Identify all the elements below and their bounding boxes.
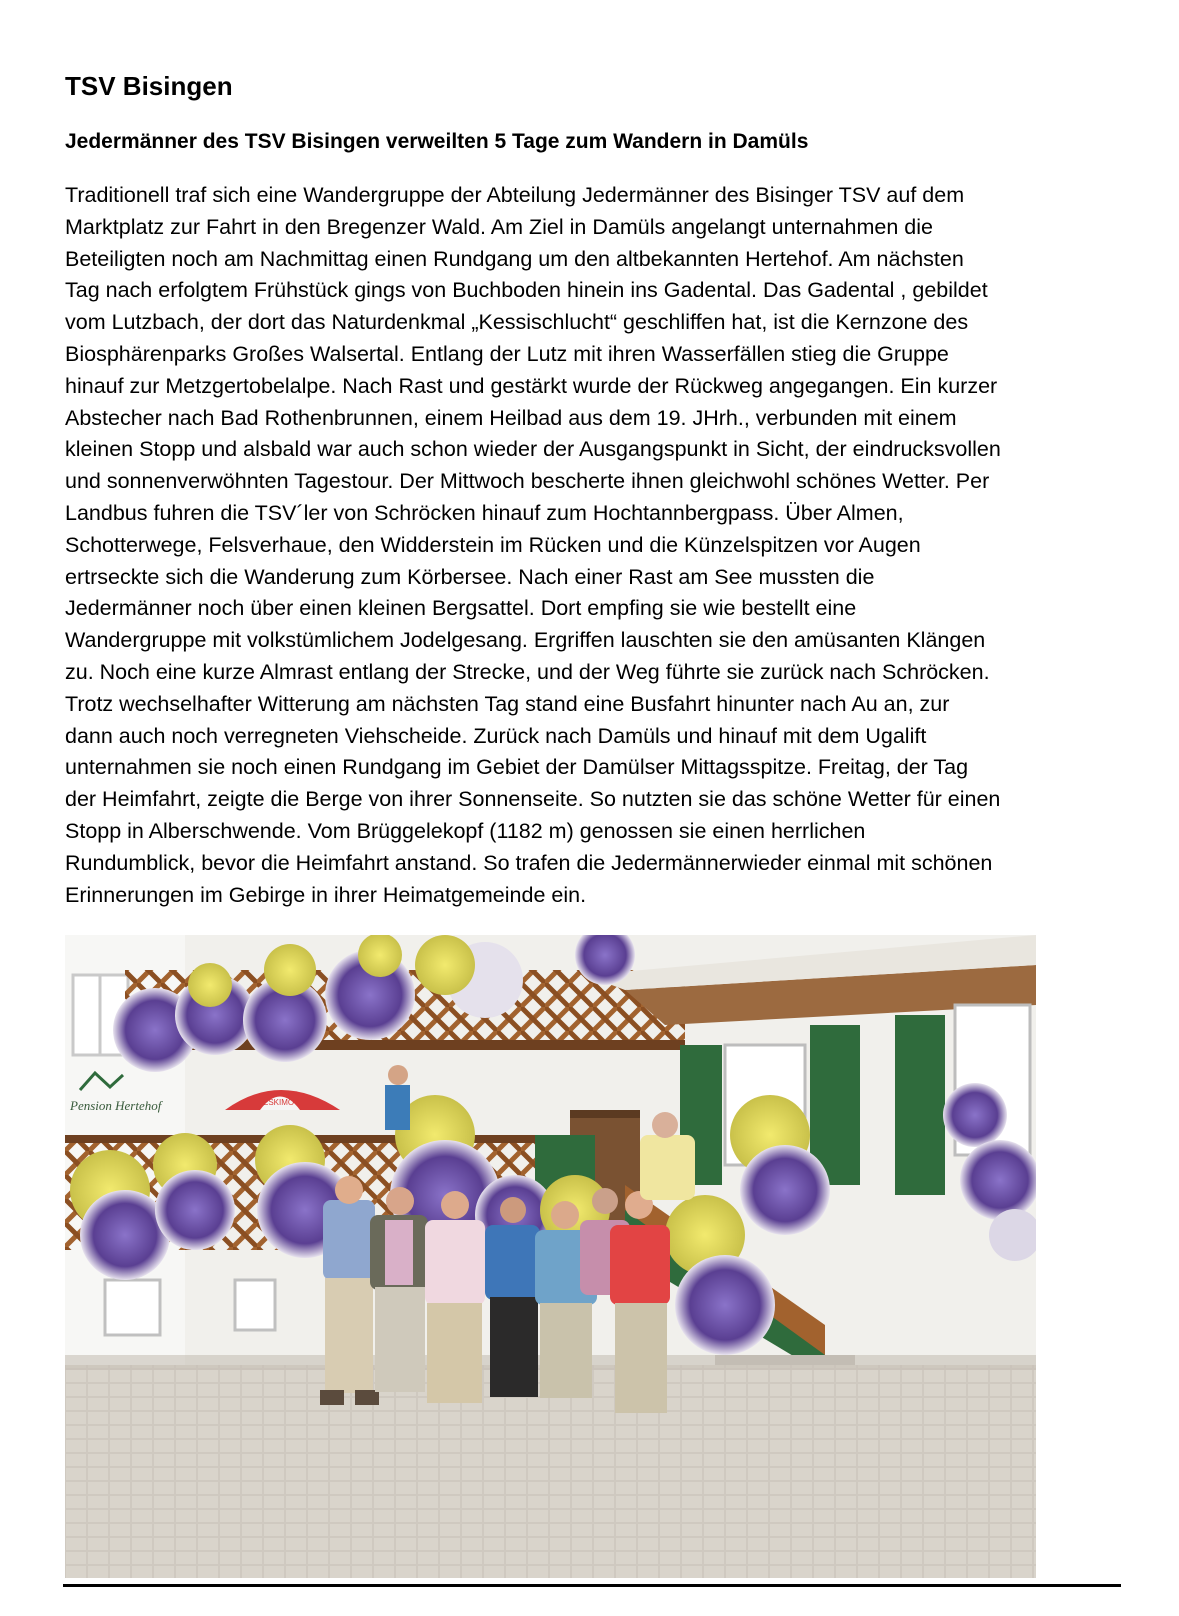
article-line: vom Lutzbach, der dort das Naturdenkmal „Kessischlucht“ geschliffen hat, ist die Kernzone des <box>65 310 969 335</box>
article-line: unternahmen sie noch einen Rundgang im Gebiet der Damülser Mittagsspitze. Freitag, der Tag <box>65 755 969 780</box>
article-line: Beteiligten noch am Nachmittag einen Rundgang um den altbekannten Hertehof. Am nächsten <box>65 246 964 271</box>
group-photo <box>65 935 1036 1578</box>
footer-rule <box>63 1584 1121 1587</box>
umbrella-text: ESKIMO <box>263 1098 295 1107</box>
article-line: Rundumblick, bevor die Heimfahrt anstand. So trafen die Jedermännerwieder einmal mit schönen <box>65 850 993 875</box>
article-line: Trotz wechselhafter Witterung am nächsten Tag stand eine Busfahrt hinunter nach Au an, zur <box>65 691 950 716</box>
article-line: ertrseckte sich die Wanderung zum Körbersee. Nach einer Rast am See mussten die <box>65 564 875 589</box>
article-line: kleinen Stopp und alsbald war auch schon wieder der Ausgangspunkt in Sicht, der eindrucksvollen <box>65 437 1001 462</box>
article-headline: Jedermänner des TSV Bisingen verweilten 5 Tage zum Wandern in Damüls <box>65 130 809 153</box>
article-line: Stopp in Alberschwende. Vom Brüggelekopf (1182 m) genossen sie einen herrlichen <box>65 818 866 843</box>
article-line: und sonnenverwöhnten Tagestour. Der Mittwoch bescherte ihnen gleichwohl schönes Wetter. Per <box>65 469 990 494</box>
article-line: Wandergruppe mit volkstümlichem Jodelgesang. Ergriffen lauschten sie den amüsanten Klängen <box>65 628 986 653</box>
article-line: Marktplatz zur Fahrt in den Bregenzer Wald. Am Ziel in Damüls angelangt unternahmen die <box>65 214 933 239</box>
article-line: Jedermänner noch über einen kleinen Bergsattel. Dort empfing sie wie bestellt eine <box>65 596 857 621</box>
article-line: dann auch noch verregneten Viehscheide. Zurück nach Damüls und hinauf mit dem Ugalift <box>65 723 927 748</box>
article-line: Tag nach erfolgtem Frühstück gings von Buchboden hinein ins Gadental. Das Gadental , gebildet <box>65 278 988 303</box>
sign-text: Pension Hertehof <box>70 1098 162 1113</box>
article-line: Biosphärenparks Großes Walsertal. Entlang der Lutz mit ihren Wasserfällen stieg die Gruppe <box>65 341 949 366</box>
article-line: Traditionell traf sich eine Wandergruppe der Abteilung Jedermänner des Bisinger TSV auf dem <box>65 183 965 207</box>
page-title: TSV Bisingen <box>65 71 233 101</box>
article-body <box>65 180 1145 911</box>
article-line: Abstecher nach Bad Rothenbrunnen, einem Heilbad aus dem 19. JHrh., verbunden mit einem <box>65 405 957 430</box>
article-line: Schotterwege, Felsverhaue, den Widderstein im Rücken und die Künzelspitzen vor Augen <box>65 532 921 557</box>
article-line: der Heimfahrt, zeigte die Berge von ihrer Sonnenseite. So nutzten sie das schöne Wetter für einen <box>65 787 1001 812</box>
article-line: Landbus fuhren die TSV´ler von Schröcken hinauf zum Hochtannbergpass. Über Almen, <box>65 500 904 525</box>
article-line: hinauf zur Metzgertobelalpe. Nach Rast und gestärkt wurde der Rückweg angegangen. Ein kurzer <box>65 373 998 398</box>
article-line: Erinnerungen im Gebirge in ihrer Heimatgemeinde ein. <box>65 882 587 907</box>
article-line: zu. Noch eine kurze Almrast entlang der Strecke, und der Weg führte sie zurück nach Schröcken. <box>65 659 990 684</box>
